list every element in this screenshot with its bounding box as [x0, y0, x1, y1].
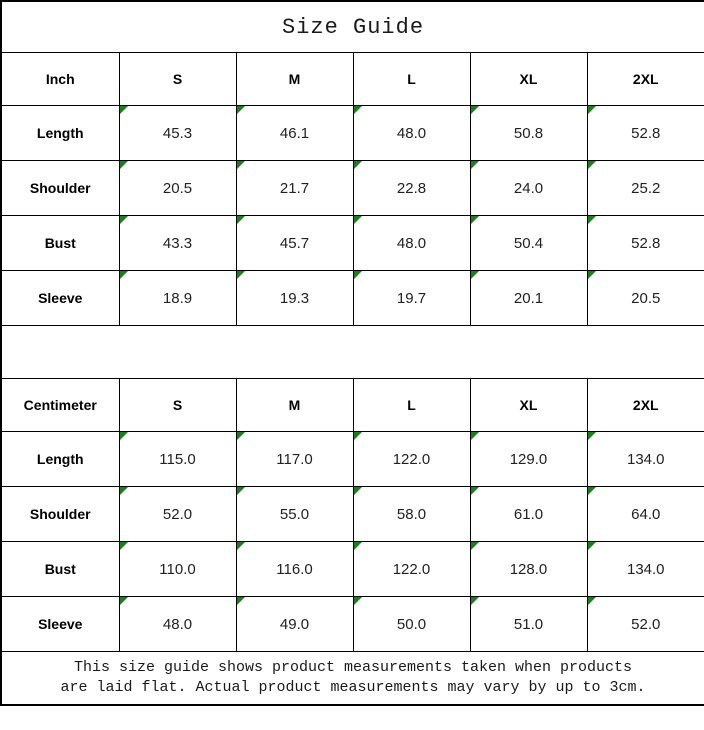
cm-header-row	[1, 379, 704, 432]
green-triangle-icon	[471, 271, 479, 279]
green-triangle-icon	[237, 216, 245, 224]
size-value: 134.0	[626, 450, 665, 468]
green-triangle-icon	[237, 106, 245, 114]
size-value: 43.3	[162, 234, 193, 252]
size-value-cell	[119, 432, 236, 487]
size-value: 20.5	[631, 289, 661, 307]
green-triangle-icon	[354, 542, 362, 550]
table-row	[1, 106, 704, 161]
size-value-cell	[587, 542, 704, 597]
size-value: 19.7	[396, 289, 427, 307]
size-value: 18.9	[162, 289, 193, 307]
size-value: 48.0	[396, 234, 427, 252]
column-header-2xl: 2XL	[587, 379, 704, 432]
size-value-cell	[587, 271, 704, 326]
green-triangle-icon	[237, 161, 245, 169]
green-triangle-icon	[354, 106, 362, 114]
column-header-l: L	[353, 53, 470, 106]
size-value: 21.7	[279, 179, 310, 197]
size-value: 122.0	[392, 560, 431, 578]
spacer-row	[1, 326, 704, 379]
green-triangle-icon	[588, 597, 596, 605]
size-value: 22.8	[396, 179, 427, 197]
footer-row	[1, 652, 704, 706]
green-triangle-icon	[471, 597, 479, 605]
size-value: 117.0	[276, 450, 313, 468]
size-value: 20.5	[162, 179, 193, 197]
table-row	[1, 271, 704, 326]
green-triangle-icon	[120, 216, 128, 224]
size-value: 134.0	[626, 560, 665, 578]
column-header-m: M	[236, 379, 353, 432]
size-value: 52.8	[631, 124, 661, 142]
size-value-cell	[470, 106, 587, 161]
footer-note	[1, 652, 704, 706]
row-label-sleeve: Sleeve	[1, 597, 119, 652]
size-value: 58.0	[396, 505, 427, 523]
size-value: 24.0	[513, 179, 544, 197]
green-triangle-icon	[471, 161, 479, 169]
size-value: 110.0	[159, 560, 196, 578]
size-value-cell	[470, 597, 587, 652]
size-value-cell	[353, 216, 470, 271]
size-value-cell	[587, 432, 704, 487]
size-value-cell	[119, 216, 236, 271]
size-value-cell	[470, 161, 587, 216]
size-value-cell	[587, 487, 704, 542]
row-label-length: Length	[1, 432, 119, 487]
size-value: 64.0	[631, 505, 661, 523]
size-value: 52.0	[631, 615, 661, 633]
inch-unit-header: Inch	[1, 53, 119, 106]
green-triangle-icon	[120, 597, 128, 605]
green-triangle-icon	[588, 271, 596, 279]
size-value: 25.2	[631, 179, 661, 197]
green-triangle-icon	[588, 432, 596, 440]
page-title: Size Guide	[1, 1, 704, 53]
size-value: 52.0	[162, 505, 193, 523]
size-value: 116.0	[276, 560, 313, 578]
size-value: 50.0	[396, 615, 427, 633]
size-value-cell	[236, 106, 353, 161]
size-value: 48.0	[162, 615, 193, 633]
size-value-cell	[119, 161, 236, 216]
inch-header-row	[1, 53, 704, 106]
table-row	[1, 597, 704, 652]
row-label-shoulder: Shoulder	[1, 487, 119, 542]
column-header-xl: XL	[470, 379, 587, 432]
size-value: 19.3	[279, 289, 310, 307]
size-value: 49.0	[279, 615, 310, 633]
green-triangle-icon	[354, 432, 362, 440]
green-triangle-icon	[588, 216, 596, 224]
size-value-cell	[470, 216, 587, 271]
green-triangle-icon	[354, 597, 362, 605]
column-header-m: M	[236, 53, 353, 106]
table-row	[1, 542, 704, 597]
size-value-cell	[236, 216, 353, 271]
green-triangle-icon	[354, 161, 362, 169]
size-value: 55.0	[279, 505, 310, 523]
size-value-cell	[236, 161, 353, 216]
green-triangle-icon	[237, 432, 245, 440]
size-value: 51.0	[513, 615, 544, 633]
green-triangle-icon	[120, 106, 128, 114]
green-triangle-icon	[588, 487, 596, 495]
green-triangle-icon	[237, 542, 245, 550]
size-value-cell	[236, 487, 353, 542]
size-value: 45.7	[279, 234, 310, 252]
size-value-cell	[119, 487, 236, 542]
footer-note-line2: are laid flat. Actual product measurements may vary by up to 3cm.	[60, 679, 646, 696]
size-value: 61.0	[513, 505, 544, 523]
green-triangle-icon	[471, 542, 479, 550]
size-value-cell	[353, 161, 470, 216]
table-row	[1, 487, 704, 542]
size-value-cell	[470, 271, 587, 326]
size-value: 48.0	[396, 124, 427, 142]
size-value-cell	[119, 542, 236, 597]
column-header-xl: XL	[470, 53, 587, 106]
size-value-cell	[236, 271, 353, 326]
row-label-bust: Bust	[1, 216, 119, 271]
green-triangle-icon	[354, 487, 362, 495]
green-triangle-icon	[120, 487, 128, 495]
size-value-cell	[236, 432, 353, 487]
green-triangle-icon	[120, 542, 128, 550]
size-value: 122.0	[392, 450, 431, 468]
size-value: 115.0	[159, 450, 196, 468]
green-triangle-icon	[588, 542, 596, 550]
size-value-cell	[353, 542, 470, 597]
size-value: 128.0	[509, 560, 548, 578]
size-value-cell	[236, 542, 353, 597]
size-value-cell	[587, 597, 704, 652]
green-triangle-icon	[471, 487, 479, 495]
size-value-cell	[236, 597, 353, 652]
size-value-cell	[587, 161, 704, 216]
size-value-cell	[470, 487, 587, 542]
footer-note-line1: This size guide shows product measurements taken when products	[73, 659, 633, 676]
green-triangle-icon	[354, 216, 362, 224]
green-triangle-icon	[237, 597, 245, 605]
green-triangle-icon	[471, 432, 479, 440]
green-triangle-icon	[588, 161, 596, 169]
green-triangle-icon	[237, 487, 245, 495]
green-triangle-icon	[237, 271, 245, 279]
size-value-cell	[119, 597, 236, 652]
row-label-shoulder: Shoulder	[1, 161, 119, 216]
size-value-cell	[353, 106, 470, 161]
size-value: 50.8	[513, 124, 544, 142]
green-triangle-icon	[120, 161, 128, 169]
row-label-sleeve: Sleeve	[1, 271, 119, 326]
size-value: 52.8	[631, 234, 661, 252]
size-value-cell	[119, 271, 236, 326]
size-value: 20.1	[513, 289, 544, 307]
size-value-cell	[353, 487, 470, 542]
size-value-cell	[470, 542, 587, 597]
size-value-cell	[470, 432, 587, 487]
green-triangle-icon	[354, 271, 362, 279]
green-triangle-icon	[588, 106, 596, 114]
cm-unit-header: Centimeter	[1, 379, 119, 432]
green-triangle-icon	[471, 106, 479, 114]
size-value-cell	[353, 597, 470, 652]
size-value-cell	[353, 432, 470, 487]
green-triangle-icon	[120, 432, 128, 440]
table-row	[1, 432, 704, 487]
row-label-length: Length	[1, 106, 119, 161]
size-value-cell	[587, 106, 704, 161]
column-header-s: S	[119, 379, 236, 432]
green-triangle-icon	[120, 271, 128, 279]
size-value: 46.1	[279, 124, 310, 142]
green-triangle-icon	[471, 216, 479, 224]
size-value: 129.0	[509, 450, 548, 468]
size-value-cell	[353, 271, 470, 326]
spacer-cell	[1, 326, 704, 379]
column-header-2xl: 2XL	[587, 53, 704, 106]
table-row	[1, 216, 704, 271]
column-header-l: L	[353, 379, 470, 432]
size-value: 50.4	[513, 234, 544, 252]
column-header-s: S	[119, 53, 236, 106]
size-value-cell	[119, 106, 236, 161]
row-label-bust: Bust	[1, 542, 119, 597]
size-value: 45.3	[162, 124, 193, 142]
size-value-cell	[587, 216, 704, 271]
table-row	[1, 161, 704, 216]
